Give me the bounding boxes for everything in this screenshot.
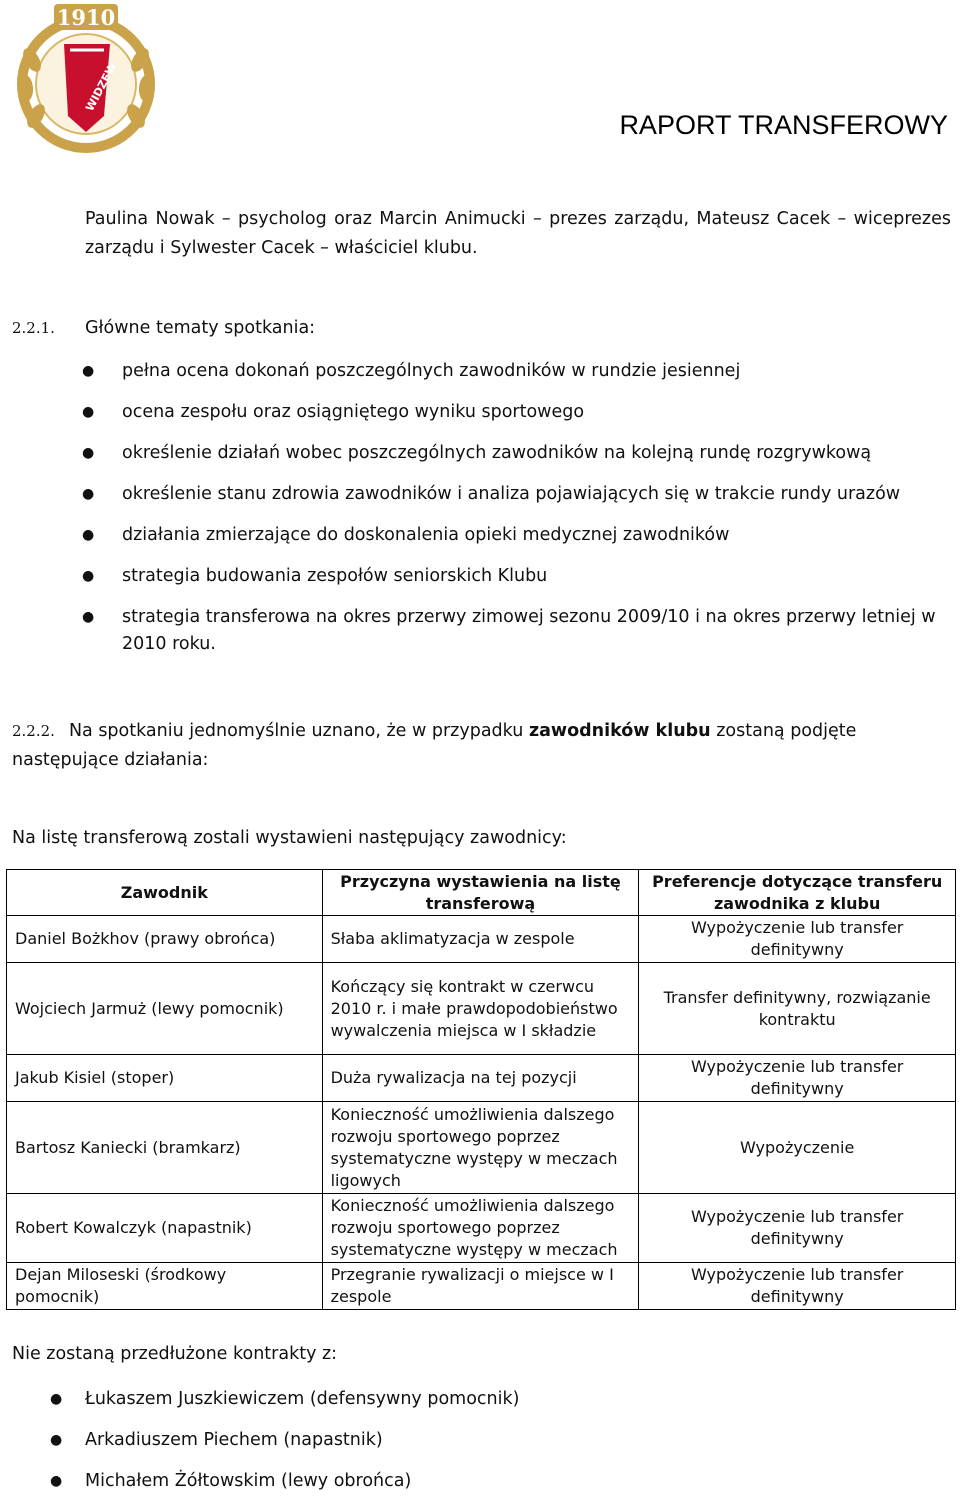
column-header: Przyczyna wystawienia na listę transferową — [322, 870, 639, 916]
section-1-heading — [12, 318, 315, 338]
not-extended-heading: Nie zostaną przedłużone kontrakty z: — [12, 1344, 338, 1364]
player-cell: Wojciech Jarmuż (lewy pomocnik) — [7, 963, 323, 1055]
bullet-icon: ● — [50, 1391, 63, 1407]
bullet-icon: ● — [82, 609, 95, 625]
player-cell: Jakub Kisiel (stoper) — [7, 1055, 323, 1102]
reason-cell: Konieczność umożliwienia dalszego rozwoju sportowego poprzez systematyczne występy w meczach — [322, 1194, 639, 1263]
player-cell: Dejan Miloseski (środkowy pomocnik) — [7, 1263, 323, 1310]
club-logo — [8, 0, 164, 156]
list-item: ● Michałem Żółtowskim (lewy obrońca) — [50, 1467, 519, 1508]
bullet-icon: ● — [82, 527, 95, 543]
preference-cell: Wypożyczenie lub transfer definitywny — [639, 916, 956, 963]
list-item: ● pełna ocena dokonań poszczególnych zawodników w rundzie jesiennej — [82, 358, 952, 385]
table-row — [7, 1194, 956, 1263]
section-2-bold: zawodników klubu — [528, 721, 711, 741]
intro-paragraph: Paulina Nowak – psycholog oraz Marcin Animucki – prezes zarządu, Mateusz Cacek – wiceprezes zarządu i Sylwester Cacek – właściciel klubu. — [85, 209, 951, 258]
logo-year: 1910 — [56, 5, 116, 30]
not-extended-list — [50, 1385, 519, 1508]
column-header: Preferencje dotyczące transferu zawodnika z klubu — [639, 870, 956, 916]
preference-cell: Wypożyczenie lub transfer definitywny — [639, 1194, 956, 1263]
player-cell: Robert Kowalczyk (napastnik) — [7, 1194, 323, 1263]
player-cell: Bartosz Kaniecki (bramkarz) — [7, 1102, 323, 1194]
reason-cell: Słaba aklimatyzacja w zespole — [322, 916, 639, 963]
list-item: ● określenie działań wobec poszczególnych zawodników na kolejną rundę rozgrywkową — [82, 440, 952, 467]
list-item: ● strategia transferowa na okres przerwy zimowej sezonu 2009/10 i na okres przerwy letniej w 2010 roku. — [82, 604, 952, 658]
reason-cell: Kończący się kontrakt w czerwcu 2010 r. i małe prawdopodobieństwo wywalczenia miejsca w I składzie — [322, 963, 639, 1055]
meeting-topics-list — [82, 358, 952, 672]
section-1-number: 2.2.1. — [12, 319, 55, 337]
preference-cell: Transfer definitywny, rozwiązanie kontraktu — [639, 963, 956, 1055]
table-row — [7, 963, 956, 1055]
transfer-list-heading: Na listę transferową zostali wystawieni następujący zawodnicy: — [12, 828, 567, 848]
table-row — [7, 1055, 956, 1102]
column-header: Zawodnik — [7, 870, 323, 916]
bullet-icon: ● — [50, 1432, 63, 1448]
bullet-icon: ● — [82, 363, 95, 379]
section-1-title: Główne tematy spotkania: — [85, 318, 316, 338]
list-item: ● określenie stanu zdrowia zawodników i analiza pojawiających się w trakcie rundy urazów — [82, 481, 952, 508]
list-item: ● działania zmierzające do doskonalenia opieki medycznej zawodników — [82, 522, 952, 549]
preference-cell: Wypożyczenie lub transfer definitywny — [639, 1263, 956, 1310]
section-2-paragraph: 2.2.2. Na spotkaniu jednomyślnie uznano, że w przypadku zawodników klubu zostaną podjęte następujące działania: — [12, 721, 857, 770]
logo-club-name: WIDZEW — [83, 60, 120, 114]
bullet-icon: ● — [82, 568, 95, 584]
table-row — [7, 1102, 956, 1194]
reason-cell: Przegranie rywalizacji o miejsce w I zespole — [322, 1263, 639, 1310]
table-header-row — [7, 870, 956, 916]
reason-cell: Duża rywalizacja na tej pozycji — [322, 1055, 639, 1102]
list-item: ● Łukaszem Juszkiewiczem (defensywny pomocnik) — [50, 1385, 519, 1426]
transfer-table — [6, 869, 956, 1310]
bullet-icon: ● — [50, 1473, 63, 1489]
bullet-icon: ● — [82, 445, 95, 461]
table-row — [7, 916, 956, 963]
list-item: ● ocena zespołu oraz osiągniętego wyniku sportowego — [82, 399, 952, 426]
section-2-number: 2.2.2. — [12, 722, 55, 740]
list-item: ● Arkadiuszem Piechem (napastnik) — [50, 1426, 519, 1467]
preference-cell: Wypożyczenie — [639, 1102, 956, 1194]
list-item: ● strategia budowania zespołów seniorskich Klubu — [82, 563, 952, 590]
player-cell: Daniel Bożkhov (prawy obrońca) — [7, 916, 323, 963]
bullet-icon: ● — [82, 486, 95, 502]
table-row — [7, 1263, 956, 1310]
page-title: RAPORT TRANSFEROWY — [619, 110, 948, 140]
preference-cell: Wypożyczenie lub transfer definitywny — [639, 1055, 956, 1102]
reason-cell: Konieczność umożliwienia dalszego rozwoju sportowego poprzez systematyczne występy w meczach ligowych — [322, 1102, 639, 1194]
bullet-icon: ● — [82, 404, 95, 420]
